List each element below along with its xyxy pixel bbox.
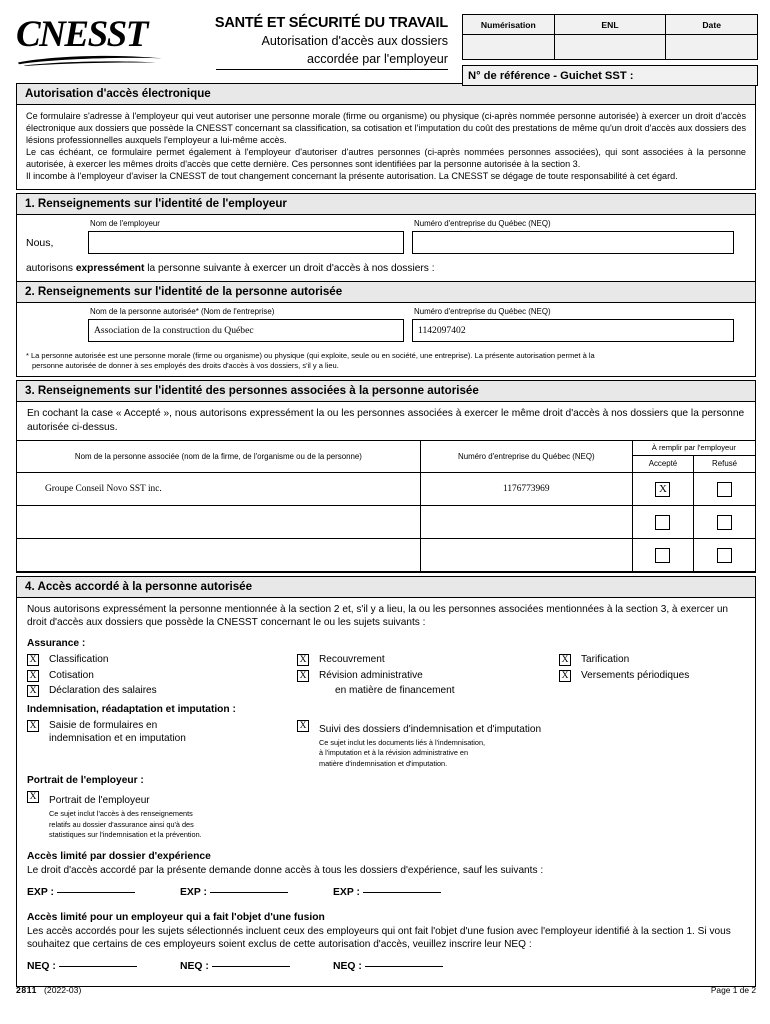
portrait-note-line-1: Ce sujet inclut l'accès à des renseignements — [49, 809, 193, 819]
assoc-name-cell[interactable]: Groupe Conseil Novo SST inc. — [17, 473, 420, 506]
checkbox-refused[interactable] — [717, 515, 732, 530]
scan-col-numerisation: Numérisation — [463, 15, 555, 35]
scan-table-value-row — [463, 35, 758, 60]
option-portrait-employeur[interactable] — [27, 790, 297, 839]
saisie-line-2: indemnisation et en imputation — [49, 733, 186, 745]
authorized-person-name-field — [88, 307, 404, 342]
option-revision-administrative-continuation: en matière de financement — [335, 684, 455, 696]
footer-left — [16, 985, 81, 995]
title-underline — [216, 69, 448, 70]
scan-value-date[interactable] — [666, 35, 758, 60]
option-versements-periodiques-label: Versements périodiques — [581, 669, 690, 681]
portrait-note-line-2: relatifs au dossier d'assurance ainsi qu'à des — [49, 819, 194, 829]
neq-field-2[interactable] — [180, 961, 333, 972]
scan-table-header-row — [463, 15, 758, 35]
portrait-options — [17, 790, 755, 841]
exp-field-2[interactable] — [180, 887, 333, 898]
portrait-note-line-3: statistiques sur l'indemnisation et la prévention. — [49, 830, 202, 840]
indemnisation-options — [17, 719, 755, 770]
scan-table — [462, 14, 758, 60]
exp-fields-row — [17, 878, 755, 902]
exp-field-1[interactable] — [27, 887, 180, 898]
assoc-refused-cell[interactable] — [694, 506, 755, 539]
indemnisation-column-1 — [27, 719, 297, 770]
exp-limit-text: Le droit d'accès accordé par la présente demande donne accès à tous les dossiers d'expérience, sauf les suivants : — [27, 865, 544, 877]
page-number: Page 1 de 2 — [710, 985, 756, 995]
footnote-line-2: personne autorisée de donner à ses employés des droits d'accès à vos dossiers, s'il y a lieu. — [32, 361, 339, 371]
assoc-col-group: À remplir par l'employeur — [632, 441, 755, 456]
assoc-neq-cell[interactable] — [420, 539, 632, 572]
option-revision-administrative-label: Révision administrative — [319, 669, 423, 681]
option-portrait-block — [49, 790, 202, 839]
employer-name-input[interactable] — [88, 231, 404, 254]
table-row — [17, 539, 755, 572]
authorize-bold: expressément — [75, 263, 145, 275]
neq-label-2: NEQ : — [180, 960, 209, 972]
neq-input-2[interactable] — [212, 966, 290, 967]
neq-input-1[interactable] — [59, 966, 137, 967]
reference-field[interactable] — [462, 65, 758, 86]
table-row — [17, 473, 755, 506]
exp-limit-title: Accès limité par dossier d'expérience — [27, 851, 211, 863]
footnote-line-1: * La personne autorisée est une personne morale (firme ou organisme) ou physique (qui exploite, seule ou en société, une entreprise). La présente autorisation permet à la — [26, 351, 595, 361]
assoc-neq-cell[interactable] — [420, 506, 632, 539]
section-2-body — [17, 303, 755, 376]
section-3-frame — [16, 380, 756, 573]
option-classification[interactable] — [27, 653, 297, 666]
authorized-person-name-input[interactable]: Association de la construction du Québec — [88, 319, 404, 342]
checkbox-accepted[interactable] — [655, 548, 670, 563]
assoc-neq-cell[interactable]: 1176773969 — [420, 473, 632, 506]
assurance-title: Assurance : — [27, 638, 86, 650]
section-2-footnote — [17, 348, 755, 376]
indemnisation-column-2 — [297, 719, 755, 770]
checkbox-tarification[interactable]: X — [559, 654, 571, 666]
authorized-person-name-label: Nom de la personne autorisée* (Nom de l'entreprise) — [90, 307, 275, 317]
section-2-band: 2. Renseignements sur l'identité de la personne autorisée — [17, 281, 755, 303]
assoc-col-name: Nom de la personne associée (nom de la firme, de l'organisme ou de la personne) — [17, 441, 420, 473]
employer-name-label: Nom de l'employeur — [90, 219, 160, 229]
neq-field-1[interactable] — [27, 961, 180, 972]
exp-label-2: EXP : — [180, 886, 207, 898]
option-classification-label: Classification — [49, 654, 109, 666]
intro-paragraph-2: Le cas échéant, ce formulaire permet également à l'employeur d'autoriser d'autres personnes (ci-après nommées personnes associées), qui sont associées à la personne autorisée, à exercer les mêmes droits d'accès que cette dernière. Ces personnes sont identifiées par la personne autorisée à la section 3. — [26, 146, 746, 169]
neq-input-3[interactable] — [365, 966, 443, 967]
form-subtitle-line1: Autorisation d'accès aux dossiers — [261, 34, 448, 48]
option-cotisation-label: Cotisation — [49, 669, 94, 681]
option-declaration-salaires[interactable] — [27, 684, 297, 697]
option-tarification-label: Tarification — [581, 654, 630, 666]
assoc-accepted-cell[interactable] — [632, 473, 693, 506]
option-suivi-dossiers-block — [319, 719, 541, 768]
checkbox-recouvrement[interactable]: X — [297, 654, 309, 666]
section-3-band: 3. Renseignements sur l'identité des personnes associées à la personne autorisée — [17, 381, 755, 402]
form-title-block — [192, 14, 462, 70]
option-saisie-formulaires[interactable] — [27, 719, 297, 745]
associated-persons-table — [17, 440, 755, 572]
fusion-limit-title: Accès limité pour un employeur qui a fait l'objet d'une fusion — [27, 911, 325, 923]
assoc-refused-cell[interactable] — [694, 473, 755, 506]
employer-neq-label: Numéro d'entreprise du Québec (NEQ) — [414, 219, 551, 229]
assoc-col-neq: Numéro d'entreprise du Québec (NEQ) — [420, 441, 632, 473]
scan-col-enl: ENL — [554, 15, 666, 35]
scan-value-numerisation[interactable] — [463, 35, 555, 60]
employer-neq-input[interactable] — [412, 231, 734, 254]
assoc-name-cell[interactable] — [17, 506, 420, 539]
option-suivi-dossiers-label: Suivi des dossiers d'indemnisation et d'imputation — [319, 724, 542, 736]
assurance-column-2 — [297, 653, 559, 699]
assurance-options — [17, 653, 755, 699]
employer-neq-field — [412, 219, 734, 254]
neq-fields-row — [17, 952, 755, 976]
exp-field-3[interactable] — [333, 887, 486, 898]
intro-paragraph-1: Ce formulaire s'adresse à l'employeur qui veut autoriser une personne morale (firme ou organisme) ou physique (ci-après nommée personne autorisée) à exercer un droit d'accès électronique aux dossiers que possède la CNESST concernant sa classification, sa cotisation et l'imputation du coût des prestations de même qu'un droit d'accès aux dossiers des lésions professionnelles auxquels l'employeur a lui-même accès. — [26, 111, 746, 145]
intro-body — [17, 105, 755, 189]
form-subtitle-line2: accordée par l'employeur — [306, 51, 448, 66]
form-code: 2811 — [16, 985, 38, 995]
exp-input-1[interactable] — [57, 892, 135, 893]
reference-label: N° de référence - Guichet SST : — [468, 70, 634, 82]
form-title: SANTÉ ET SÉCURITÉ DU TRAVAIL — [214, 15, 448, 31]
checkbox-refused[interactable] — [717, 482, 732, 497]
authorize-prefix: autorisons — [26, 263, 76, 275]
neq-field-3[interactable] — [333, 961, 486, 972]
section-4-band: 4. Accès accordé à la personne autorisée — [17, 577, 755, 598]
assoc-accepted-cell[interactable] — [632, 539, 693, 572]
exp-input-3[interactable] — [363, 892, 441, 893]
option-portrait-label: Portrait de l'employeur — [49, 795, 150, 807]
authorized-person-neq-input[interactable]: 1142097402 — [412, 319, 734, 342]
cnesst-logo-text: CNESST — [16, 14, 147, 55]
checkbox-accepted[interactable] — [655, 515, 670, 530]
exp-input-2[interactable] — [210, 892, 288, 893]
option-declaration-salaires-label: Déclaration des salaires — [49, 684, 157, 696]
option-versements-periodiques[interactable] — [559, 669, 755, 682]
section-4-intro: Nous autorisons expressément la personne mentionnée à la section 2 et, s'il y a lieu, la ou les personnes associées mentionnées à la section 3, à exercer un droit d'accès aux dossiers que possède la CNESST concernant le ou les sujets suivants : — [27, 604, 729, 629]
section-1-band: 1. Renseignements sur l'identité de l'employeur — [17, 194, 755, 215]
saisie-line-1: Saisie de formulaires en — [49, 720, 158, 732]
checkbox-classification[interactable]: X — [27, 654, 39, 666]
page-footer — [16, 985, 756, 995]
checkbox-portrait-employeur[interactable]: X — [27, 791, 39, 803]
checkbox-declaration-salaires[interactable]: X — [27, 685, 39, 697]
section-1-2-frame — [16, 193, 756, 377]
neq-label-1: NEQ : — [27, 960, 56, 972]
authorized-person-field-row — [17, 303, 755, 348]
checkbox-versements-periodiques[interactable]: X — [559, 670, 571, 682]
exp-label-1: EXP : — [27, 886, 54, 898]
section-1-body — [17, 215, 755, 281]
section-3-intro: En cochant la case « Accepté », nous autorisons expressément la ou les personnes associées à exercer le même droit d'accès à nos dossiers que la personne autorisée ci-dessus. — [27, 408, 745, 433]
suivi-note-line-2: à l'imputation et à la révision administrative en — [319, 748, 469, 758]
option-recouvrement-label: Recouvrement — [319, 654, 385, 666]
assoc-accepted-cell[interactable] — [632, 506, 693, 539]
checkbox-saisie-formulaires[interactable]: X — [27, 720, 39, 732]
section-4-frame — [16, 576, 756, 987]
nous-label: Nous, — [26, 237, 54, 250]
checkbox-cotisation[interactable]: X — [27, 670, 39, 682]
assoc-refused-cell[interactable] — [694, 539, 755, 572]
suivi-note-line-1: Ce sujet inclut les documents liés à l'indemnisation, — [319, 738, 486, 748]
portrait-column-1 — [27, 790, 297, 841]
form-revision: (2022-03) — [44, 985, 82, 995]
fusion-limit-text: Les accès accordés pour les sujets sélectionnés incluent ceux des employeurs qui ont fait l'objet d'une fusion avec l'employeur identifié à la section 1. Si vous souhaitez que certains de ces employeurs soient exclus de cette autorisation d'accès, veuillez inscrire leur NEQ : — [27, 925, 731, 951]
option-suivi-dossiers[interactable] — [297, 719, 755, 768]
assoc-header-row-1 — [17, 441, 755, 456]
option-tarification[interactable] — [559, 653, 755, 666]
portrait-title: Portrait de l'employeur : — [27, 775, 144, 787]
authorize-suffix: la personne suivante à exercer un droit d'accès à nos dossiers : — [144, 263, 435, 275]
employer-field-row — [17, 215, 755, 260]
cnesst-logo — [16, 14, 192, 66]
suivi-note-line-3: matière d'indemnisation et d'imputation. — [319, 758, 448, 768]
exp-label-3: EXP : — [333, 886, 360, 898]
scan-col-date: Date — [666, 15, 758, 35]
assoc-col-accepted: Accepté — [632, 456, 693, 473]
employer-name-field — [88, 219, 404, 254]
checkbox-refused[interactable] — [717, 548, 732, 563]
page-header — [0, 0, 770, 80]
option-recouvrement[interactable] — [297, 653, 559, 666]
authorize-line — [17, 260, 755, 281]
assoc-name-cell[interactable] — [17, 539, 420, 572]
checkbox-suivi-dossiers[interactable]: X — [297, 720, 309, 732]
option-saisie-formulaires-label — [49, 719, 186, 745]
table-row — [17, 506, 755, 539]
intro-frame — [16, 83, 756, 190]
intro-paragraph-3: Il incombe à l'employeur d'aviser la CNESST de tout changement concernant la présente autorisation. La CNESST se dégage de toute responsabilité à cet égard. — [26, 170, 678, 181]
intro-band: Autorisation d'accès électronique — [17, 84, 755, 105]
assoc-col-refused: Refusé — [694, 456, 755, 473]
neq-label-3: NEQ : — [333, 960, 362, 972]
assurance-column-1 — [27, 653, 297, 699]
assurance-column-3 — [559, 653, 755, 699]
scan-value-enl[interactable] — [554, 35, 666, 60]
authorized-person-neq-label: Numéro d'entreprise du Québec (NEQ) — [414, 307, 551, 317]
option-cotisation[interactable] — [27, 669, 297, 682]
header-right-block — [462, 14, 758, 86]
checkbox-accepted[interactable]: X — [655, 482, 670, 497]
authorized-person-neq-field — [412, 307, 734, 342]
checkbox-revision-administrative[interactable]: X — [297, 670, 309, 682]
option-revision-administrative[interactable] — [297, 669, 559, 682]
indemnisation-title: Indemnisation, réadaptation et imputation : — [27, 704, 236, 716]
